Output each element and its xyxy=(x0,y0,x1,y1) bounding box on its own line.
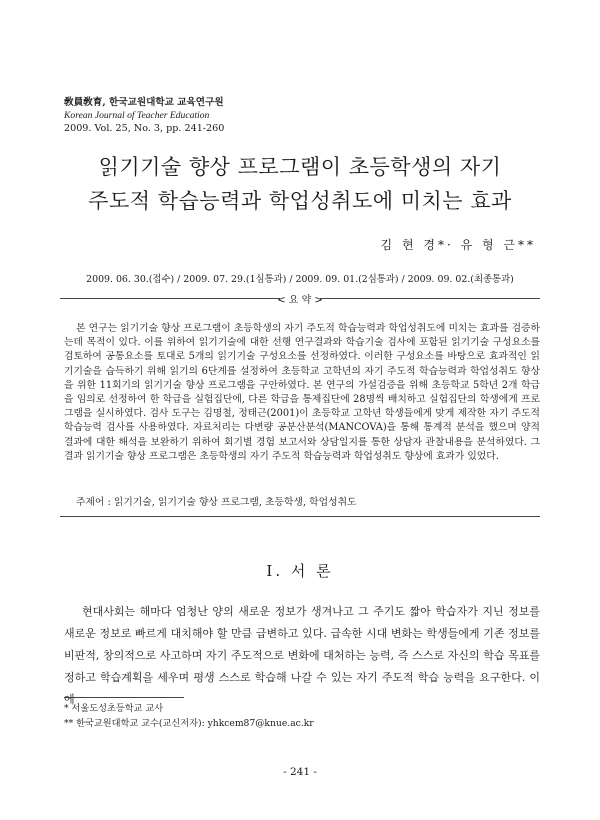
journal-volume: 2009. Vol. 25, No. 3, pp. 241-260 xyxy=(64,123,225,134)
title-line-1: 읽기기술 향상 프로그램이 초등학생의 자기 xyxy=(98,155,502,179)
abstract-rule-right xyxy=(320,298,540,299)
abstract-text: 본 연구는 읽기기술 향상 프로그램이 초등학생의 자기 주도적 학습능력과 학업성취도에 미치는 효과를 검증하는데 목적이 있다. 이를 위하여 읽기기술에 대한 선행 연구결과와 학습기술 검사에 포함된 읽기기술 구성요소를 검토하여 공통요소를 토대로 5개의 읽기기술 구성요소를 선정하였다. 이러한 구성요소를 바탕으로 효과적인 읽기기술을 습득하기 위해 읽기의 6단계를 설정하여 초등학교 고학년의 자기 주도적 학습능력과 학업성취도 향상을 위한 11회기의 읽기기술 향상 프로그램을 구안하였다. 본 연구의 가설검증을 위해 초등학교 5학년 2개 학급을 임의로 선정하여 한 학급을 실험집단에, 다른 학급을 통제집단에 28명씩 배치하고 실험집단의 학생에게 프로그램을 실시하였다. 검사 도구는 김명철, 정태근(2001)이 초등학교 고학년 학생들에게 맞게 제작한 자기 주도적 학습능력 검사를 사용하였다. 자료처리는 다변량 공분산분석(MANCOVA)을 통해 통계적 분석을 했으며 양적 결과에 대한 해석을 보완하기 위하여 회기별 경험 보고서와 상담일지를 통한 상담자 관찰내용을 분석하였다. 그 결과 읽기기술 향상 프로그램은 초등학생의 자기 주도적 학습능력과 학업성취도 향상에 효과가 있었다. xyxy=(64,323,540,462)
title-line-2: 주도적 학습능력과 학업성취도에 미치는 효과 xyxy=(88,189,512,213)
journal-name-english: Korean Journal of Teacher Education xyxy=(64,110,210,121)
abstract-header xyxy=(60,291,540,305)
footnote-divider xyxy=(64,697,184,698)
review-dates: 2009. 06. 30.(접수) / 2009. 07. 29.(1심통과) / 2009. 09. 01.(2심통과) / 2009. 09. 02.(최종통과) xyxy=(86,274,514,285)
abstract-label: < 요 약 > xyxy=(277,295,323,306)
footnote-1: * 서울도성초등학교 교사 xyxy=(64,703,164,714)
journal-info xyxy=(64,96,224,135)
body-paragraph: 현대사회는 해마다 엄청난 양의 새로운 정보가 생겨나고 그 주기도 짧아 학습자가 지닌 정보를 새로운 정보로 빠르게 대치해야 할 만큼 급변하고 있다. 급속한 시대 변화는 학생들에게 기존 정보를 비판적, 창의적으로 사고하며 자기 주도적으로 변화에 대처하는 능력, 즉 스스로 자신의 학습 목표를 정하고 학습계획을 세우며 평생 스스로 학습해 나갈 수 있는 자기 주도적 학습 능력을 요구한다. 이에 xyxy=(64,605,540,706)
footnotes xyxy=(64,701,314,731)
keywords: 주제어 : 읽기기술, 읽기기술 향상 프로그램, 초등학생, 학업성취도 xyxy=(76,497,357,508)
authors: 김 현 경*· 유 형 근** xyxy=(380,238,536,252)
journal-name-korean: 敎員敎育, 한국교원대학교 교육연구원 xyxy=(64,97,224,108)
section-heading: Ⅰ. 서 론 xyxy=(266,562,334,580)
page-number: - 241 - xyxy=(283,766,317,778)
abstract-bottom-rule xyxy=(60,516,540,517)
paper-title xyxy=(40,150,560,218)
footnote-2: ** 한국교원대학교 교수(교신저자): yhkcem87@knue.ac.kr xyxy=(64,718,314,729)
